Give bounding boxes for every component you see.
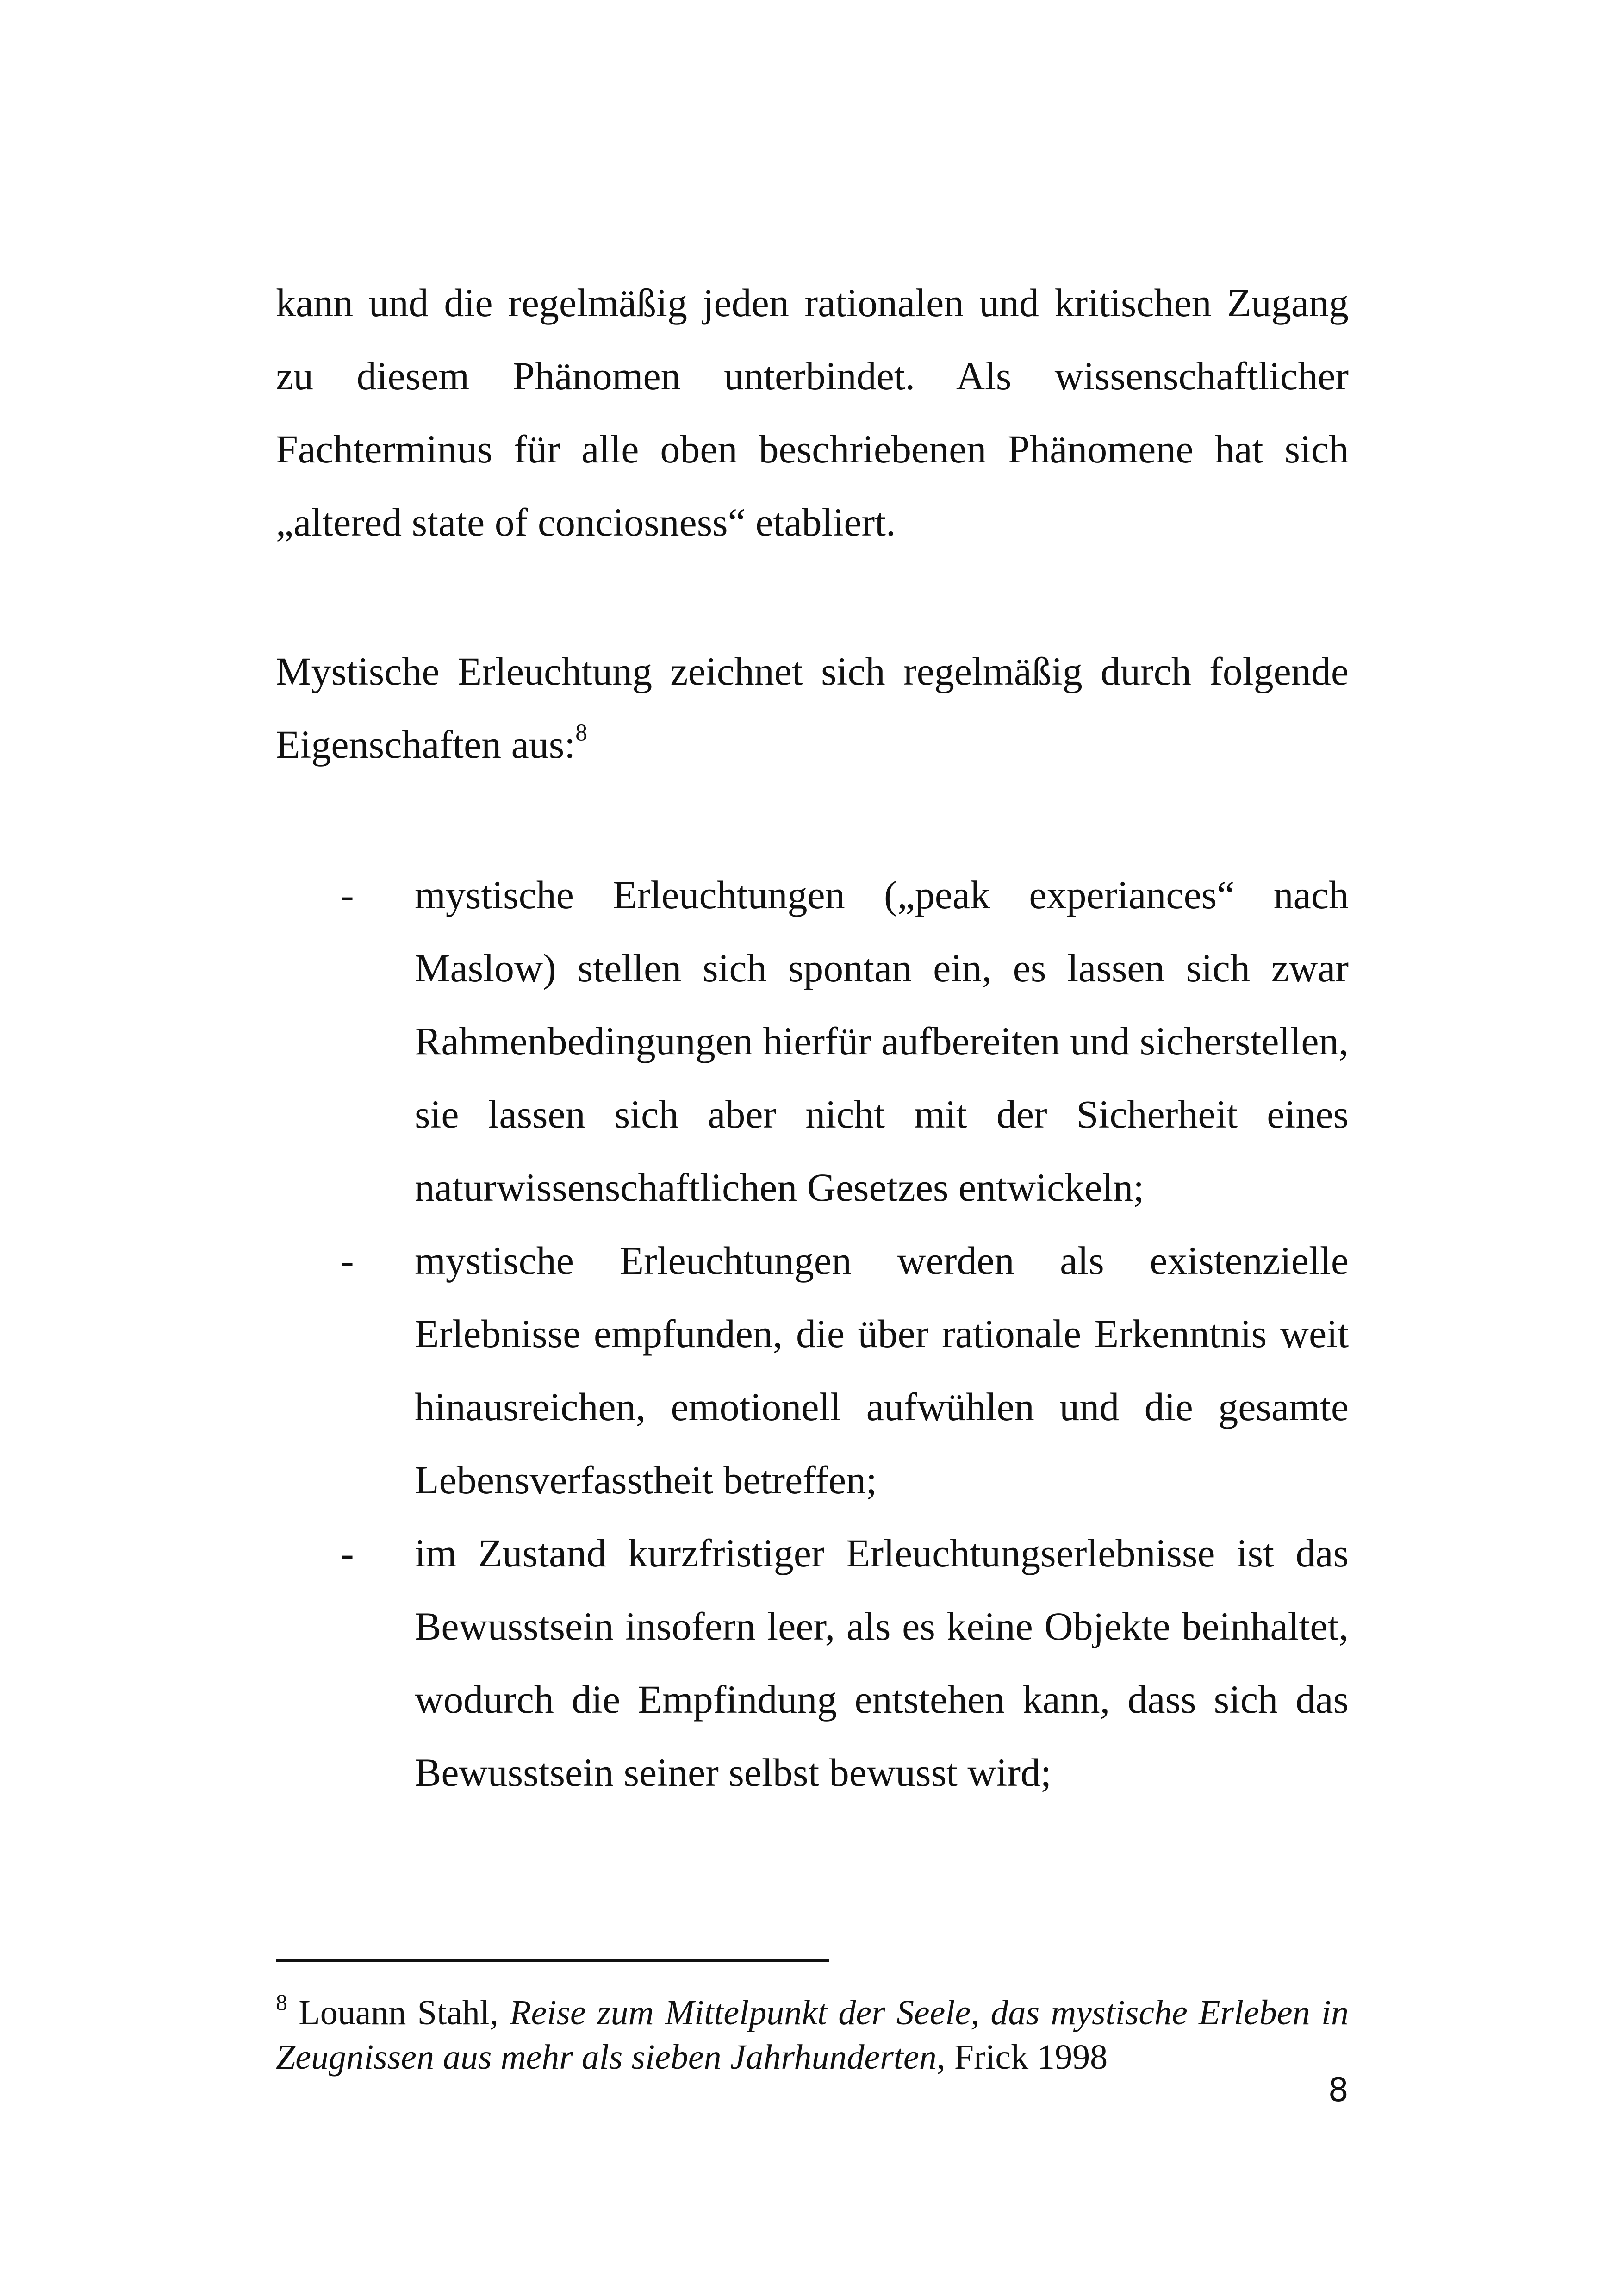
list-item — [276, 858, 1349, 1224]
body-paragraph — [276, 266, 1349, 559]
body-paragraph — [276, 635, 1349, 781]
footnote-separator — [276, 1959, 829, 1962]
list-dash-marker: - — [341, 873, 354, 917]
footnote — [276, 1990, 1349, 2079]
list-item — [276, 1224, 1349, 1516]
paragraph-text: kann und die regelmäßig jeden rationalen und kritischen Zugang zu diesem Phänomen unterbindet. Als wissenschaftlicher Fachterminus für alle oben beschriebenen Phänomene hat sich „altered state of conciosness“ etabliert. — [276, 281, 1349, 544]
list-item-text: mystische Erleuchtungen („peak experiances“ nach Maslow) stellen sich spontan ein, es lassen sich zwar Rahmenbedingungen hierfür aufbereiten und sicherstellen, sie lassen sich aber nicht mit der Sicherheit eines naturwissenschaftlichen Gesetzes entwickeln; — [415, 873, 1349, 1210]
property-list — [276, 858, 1349, 1809]
footnote-title: Reise zum Mittelpunkt der Seele, das mystische Erleben in Zeugnissen aus mehr als sieben Jahrhunderten — [276, 1993, 1349, 2077]
footnote-number: 8 — [276, 1989, 287, 2015]
paragraph-text: Mystische Erleuchtung zeichnet sich regelmäßig durch folgende Eigenschaften aus: — [276, 649, 1349, 767]
list-item-text: im Zustand kurzfristiger Erleuchtungserlebnisse ist das Bewusstsein insofern leer, als es keine Objekte beinhaltet, wodurch die Empfindung entstehen kann, dass sich das Bewusstsein seiner selbst bewusst wird; — [415, 1531, 1349, 1795]
list-dash-marker: - — [341, 1531, 354, 1575]
footnote-author: Louann Stahl, — [299, 1993, 498, 2032]
page-number: 8 — [1328, 2071, 1349, 2109]
list-item — [276, 1516, 1349, 1809]
footnote-reference[interactable]: 8 — [575, 719, 588, 746]
footnote-publisher-year: , Frick 1998 — [936, 2038, 1108, 2077]
list-dash-marker: - — [341, 1238, 354, 1283]
list-item-text: mystische Erleuchtungen werden als existenzielle Erlebnisse empfunden, die über rationale Erkenntnis weit hinausreichen, emotionell aufwühlen und die gesamte Lebensverfasstheit betreffen; — [415, 1238, 1349, 1502]
